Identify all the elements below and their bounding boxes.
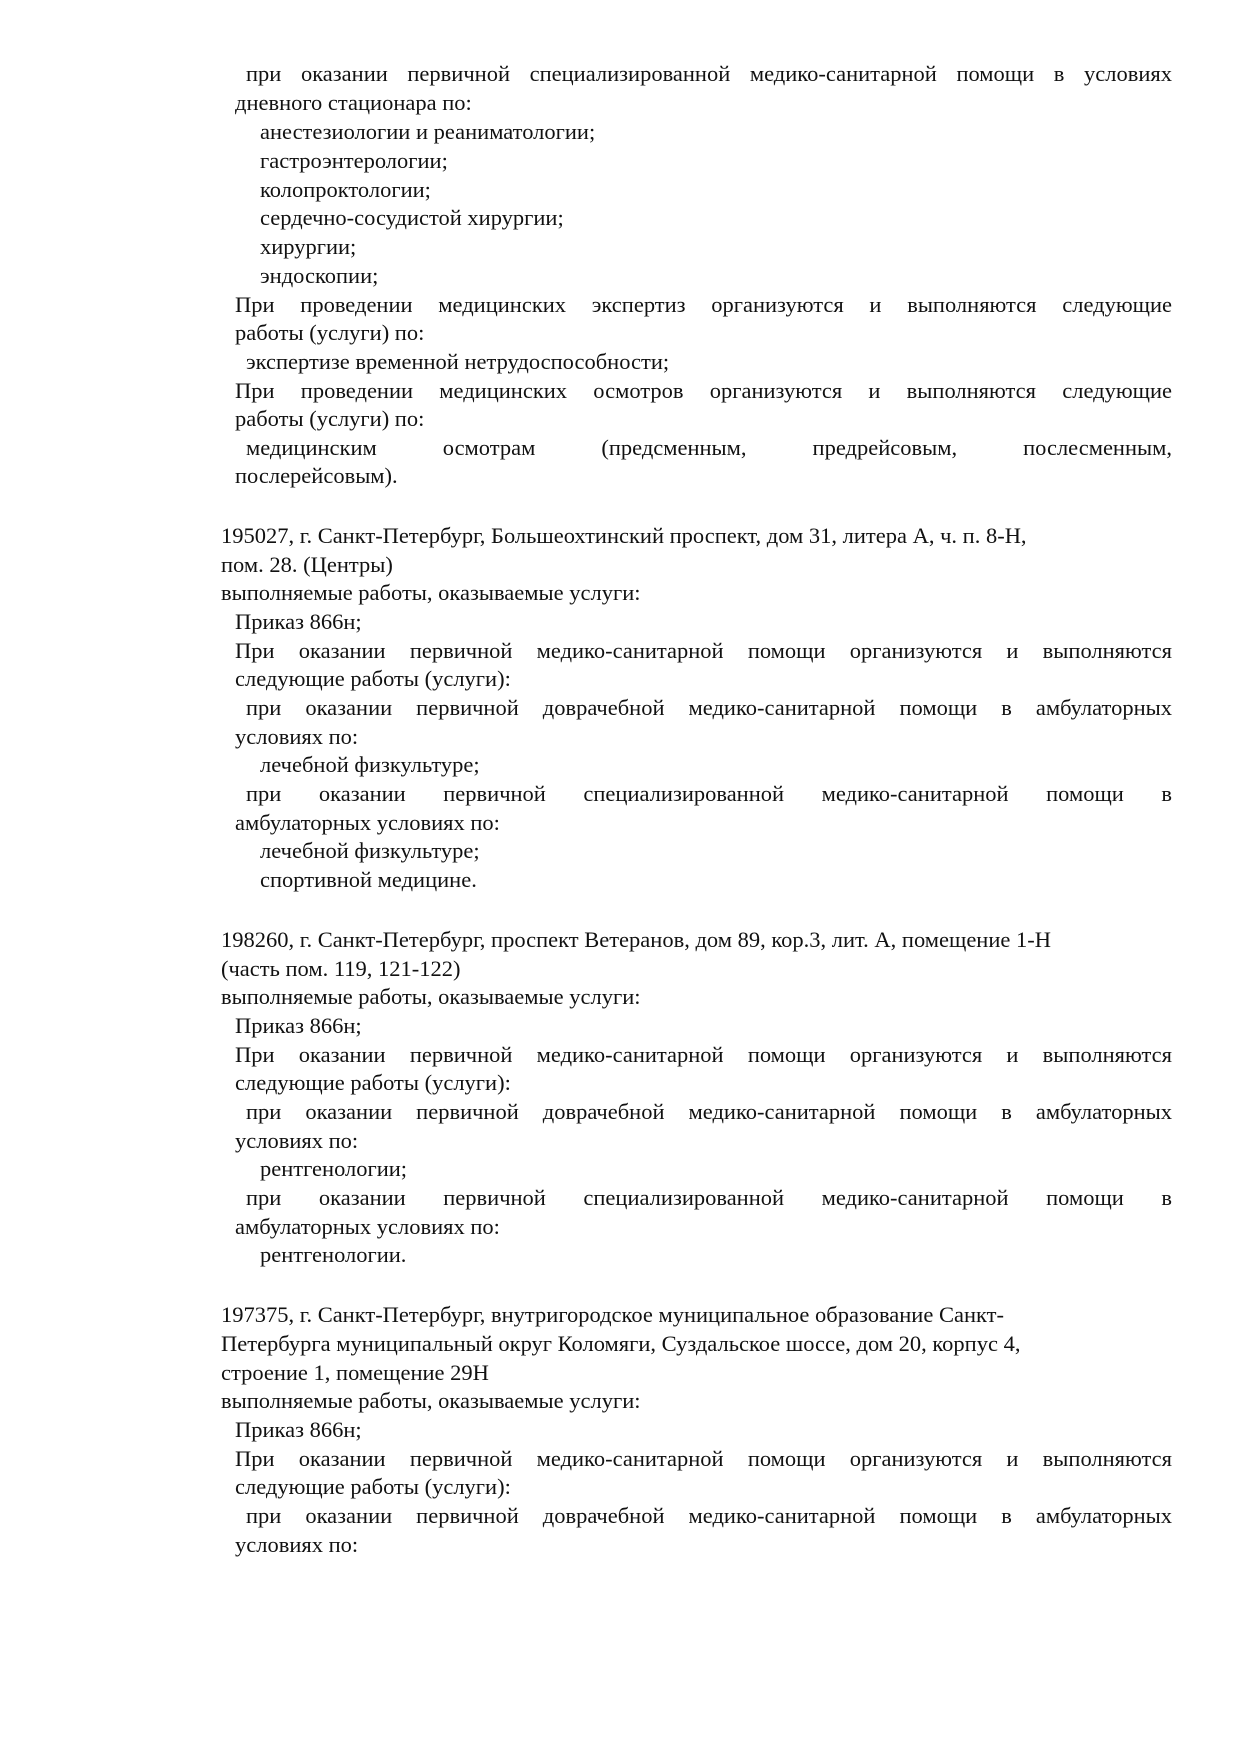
pre-medical-heading-cont: условиях по: xyxy=(235,724,359,749)
specialized-heading: при оказании первичной специализированной медико-санитарной помощи в xyxy=(246,1185,1172,1210)
address-3-line: Петербурга муниципальный округ Коломяги, Суздальское шоссе, дом 20, корпус 4, xyxy=(221,1331,1021,1356)
exams-heading-cont: работы (услуги) по: xyxy=(235,406,425,431)
works-label: выполняемые работы, оказываемые услуги: xyxy=(221,984,641,1009)
expertise-heading: При проведении медицинских экспертиз организуются и выполняются следующие xyxy=(235,292,1172,317)
list-item: лечебной физкультуре; xyxy=(260,838,480,863)
address-2-line: (часть пом. 119, 121-122) xyxy=(221,956,461,981)
specialized-heading-cont: амбулаторных условиях по: xyxy=(235,1214,500,1239)
list-item: рентгенологии; xyxy=(260,1156,408,1181)
address-2-line: 198260, г. Санкт-Петербург, проспект Ветеранов, дом 89, кор.3, лит. А, помещение 1-Н xyxy=(221,927,1051,952)
list-item: медицинским осмотрам (предсменным, предрейсовым, послесменным, xyxy=(246,435,1172,460)
pmsp-heading: При оказании первичной медико-санитарной помощи организуются и выполняются xyxy=(235,638,1172,663)
list-item-cont: послерейсовым). xyxy=(235,463,398,488)
order-reference: Приказ 866н; xyxy=(235,1013,362,1038)
list-item: гастроэнтерологии; xyxy=(260,148,448,173)
pre-medical-heading: при оказании первичной доврачебной медико-санитарной помощи в амбулаторных xyxy=(246,695,1172,720)
day-hospital-heading: при оказании первичной специализированной медико-санитарной помощи в условиях xyxy=(246,61,1172,86)
list-item: сердечно-сосудистой хирургии; xyxy=(260,205,564,230)
address-1-line: пом. 28. (Центры) xyxy=(221,552,393,577)
pmsp-heading: При оказании первичной медико-санитарной помощи организуются и выполняются xyxy=(235,1042,1172,1067)
pmsp-heading-cont: следующие работы (услуги): xyxy=(235,1070,511,1095)
pmsp-heading: При оказании первичной медико-санитарной помощи организуются и выполняются xyxy=(235,1446,1172,1471)
pmsp-heading-cont: следующие работы (услуги): xyxy=(235,1474,511,1499)
list-item: колопроктологии; xyxy=(260,177,431,202)
address-3-line: 197375, г. Санкт-Петербург, внутригородское муниципальное образование Санкт- xyxy=(221,1302,1004,1327)
specialized-heading: при оказании первичной специализированной медико-санитарной помощи в xyxy=(246,781,1172,806)
pre-medical-heading: при оказании первичной доврачебной медико-санитарной помощи в амбулаторных xyxy=(246,1099,1172,1124)
pre-medical-heading-cont: условиях по: xyxy=(235,1532,359,1557)
works-label: выполняемые работы, оказываемые услуги: xyxy=(221,1388,641,1413)
works-label: выполняемые работы, оказываемые услуги: xyxy=(221,580,641,605)
order-reference: Приказ 866н; xyxy=(235,1417,362,1442)
pre-medical-heading: при оказании первичной доврачебной медико-санитарной помощи в амбулаторных xyxy=(246,1503,1172,1528)
exams-heading: При проведении медицинских осмотров организуются и выполняются следующие xyxy=(235,378,1172,403)
day-hospital-heading-cont: дневного стационара по: xyxy=(235,90,472,115)
list-item: хирургии; xyxy=(260,234,357,259)
list-item: рентгенологии. xyxy=(260,1242,407,1267)
list-item: анестезиологии и реаниматологии; xyxy=(260,119,596,144)
list-item: экспертизе временной нетрудоспособности; xyxy=(246,349,670,374)
list-item: эндоскопии; xyxy=(260,263,379,288)
specialized-heading-cont: амбулаторных условиях по: xyxy=(235,810,500,835)
pre-medical-heading-cont: условиях по: xyxy=(235,1128,359,1153)
order-reference: Приказ 866н; xyxy=(235,609,362,634)
address-1-line: 195027, г. Санкт-Петербург, Большеохтинский проспект, дом 31, литера А, ч. п. 8-Н, xyxy=(221,523,1027,548)
pmsp-heading-cont: следующие работы (услуги): xyxy=(235,666,511,691)
expertise-heading-cont: работы (услуги) по: xyxy=(235,320,425,345)
address-3-line: строение 1, помещение 29Н xyxy=(221,1360,489,1385)
list-item: лечебной физкультуре; xyxy=(260,752,480,777)
list-item: спортивной медицине. xyxy=(260,867,477,892)
